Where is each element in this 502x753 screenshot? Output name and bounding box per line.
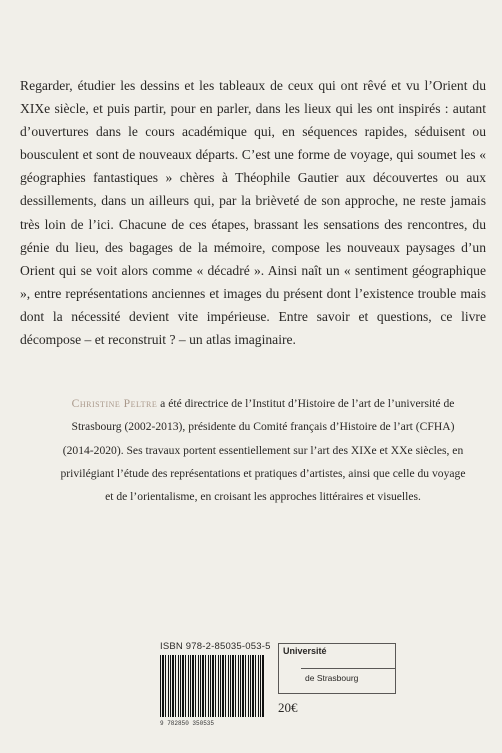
author-name: Christine Peltre [71, 397, 158, 410]
university-logo-line1: Université [283, 646, 327, 656]
author-bio-text: a été directrice de l’Institut d’Histoire de l’art de l’université de Strasbourg (2002-2013), présidente du Comité français d’Histoire de l’art (CFHA) (2014-2020). Ses travaux portent essentiellement sur l’art des XIXe et XXe siècles, en privilégiant l’étude des représentations et pratiques d’artistes, ainsi que celle du voyage et de l’orientalisme, en croisant les approches littéraires et visuelles. [60, 397, 466, 504]
author-bio [56, 392, 470, 508]
barcode-image [160, 655, 264, 717]
university-logo [278, 643, 396, 694]
university-logo-divider [301, 668, 395, 669]
barcode-digits: 9 782850 350535 [160, 720, 215, 727]
isbn-label: ISBN 978-2-85035-053-5 [160, 641, 271, 652]
price-label: 20€ [278, 700, 298, 715]
university-logo-line2: de Strasbourg [305, 673, 359, 683]
main-description-paragraph: Regarder, étudier les dessins et les tableaux de ceux qui ont rêvé et vu l’Orient du XIXe siècle, et puis partir, pour en parler, dans les lieux qui les ont inspirés : autant d’ouvertures dans le cours académique qui, en séquences rapides, séduisent ou bousculent et sont de nouveaux départs. C’est une forme de voyage, qui soumet les « géographies fantastiques » chères à Théophile Gautier aux découvertes ou aux dessillements, dans un ailleurs qui, par la brièveté de son approche, ne reste jamais très loin de l’ici. Chacune de ces étapes, brassant les sensations des rencontres, du génie du lieu, des bagages de la mémoire, compose les nouveaux paysages d’un Orient qui se voit alors comme « décadré ». Ainsi naît un « sentiment géographique », entre représentations anciennes et images du présent dont l’existence trouble mais dont la nécessité devient vite impérieuse. Entre savoir et questions, ce livre décompose – et reconstruit ? – un atlas imaginaire. [20, 78, 486, 348]
